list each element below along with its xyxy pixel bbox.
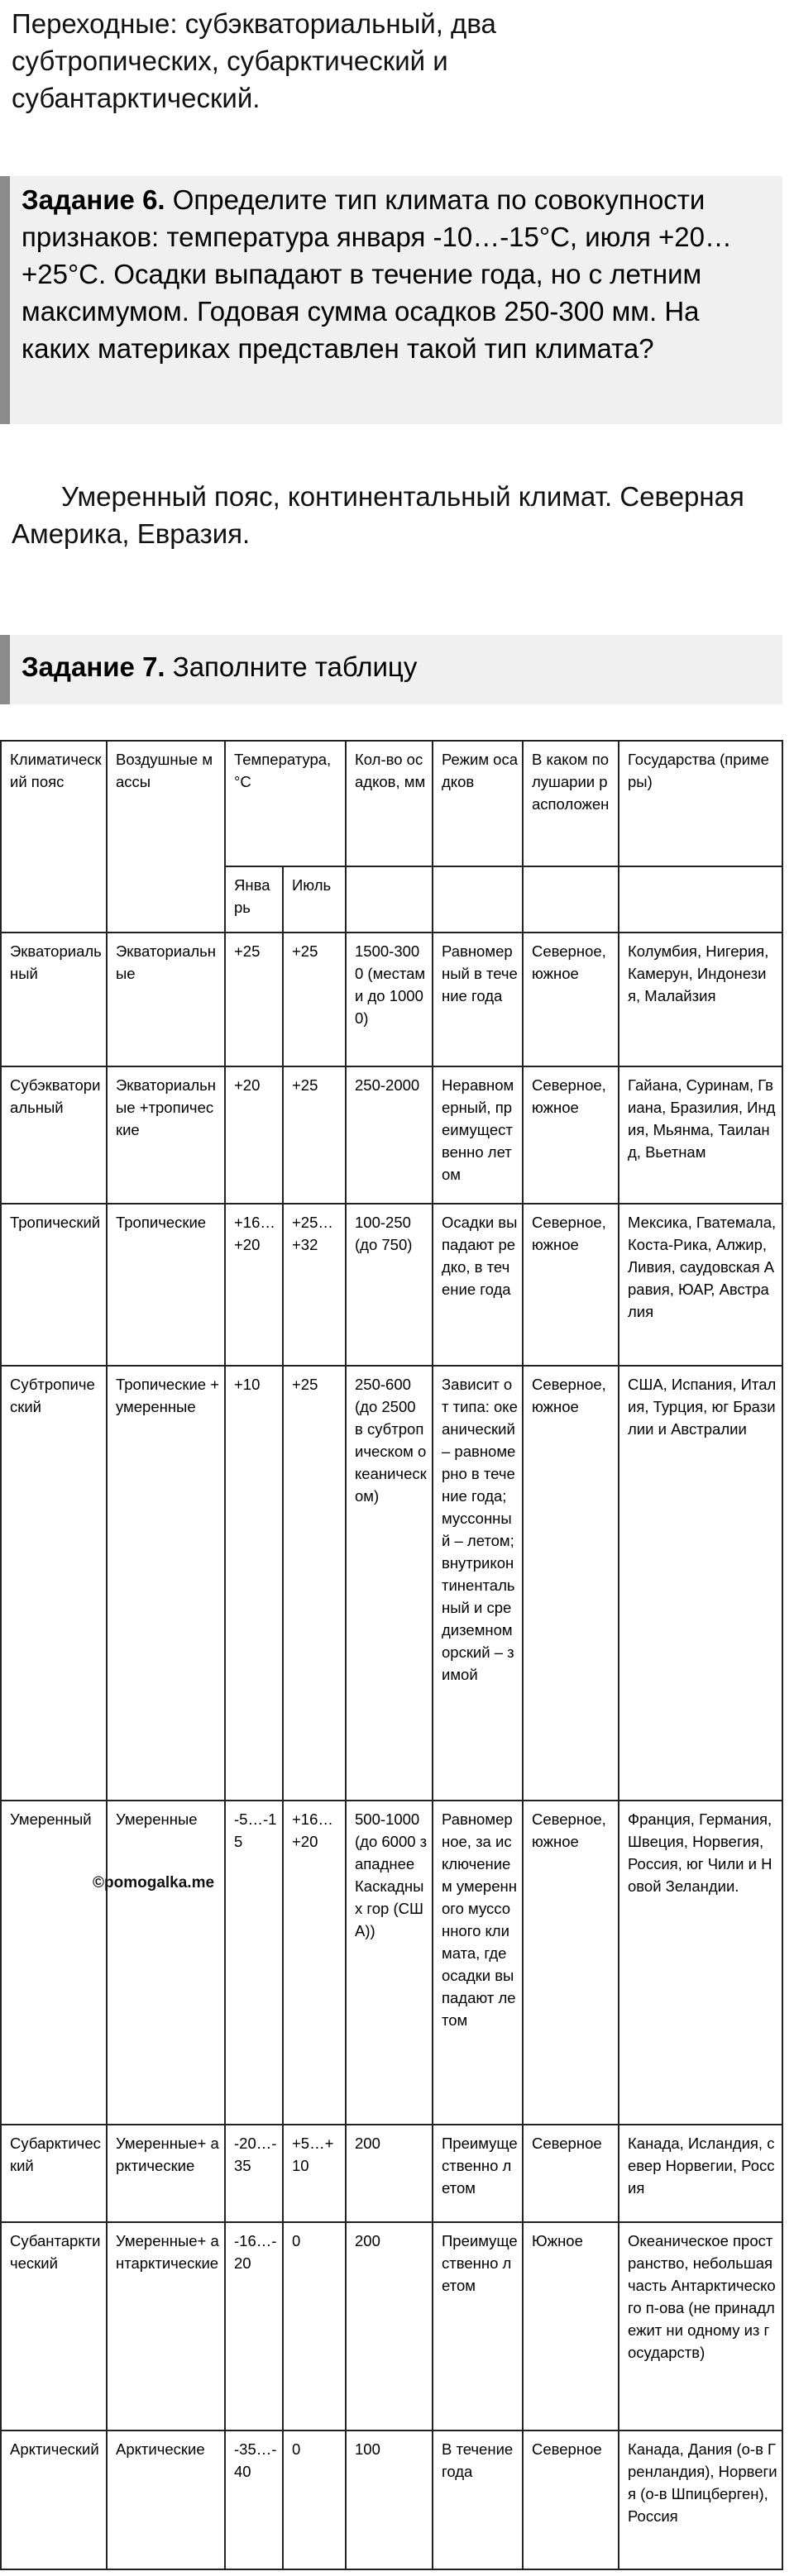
cell-countries: Канада, Дания (о-в Гренландия), Норвегия (о-в Шпицберген), Россия	[619, 2431, 782, 2569]
subheader-empty	[619, 866, 782, 933]
cell-hemisphere: Северное, южное	[523, 1366, 619, 1801]
header-july: Июль	[283, 866, 346, 933]
header-belt: Климатический пояс	[1, 741, 107, 933]
table-row	[1, 1204, 782, 1366]
cell-january: +20	[225, 1066, 283, 1204]
cell-hemisphere: Южное	[523, 2222, 619, 2431]
cell-january: -16…-20	[225, 2222, 283, 2431]
task-7-label: Задание 7.	[22, 651, 165, 682]
cell-precipitation: 250-600 (до 2500 в субтропическом океаническом)	[346, 1366, 433, 1801]
cell-july: +25	[283, 1366, 346, 1801]
cell-regime: Преимущественно летом	[433, 2222, 523, 2431]
cell-hemisphere: Северное	[523, 2431, 619, 2569]
header-january: Январь	[225, 866, 283, 933]
table-row	[1, 933, 782, 1066]
cell-july: 0	[283, 2431, 346, 2569]
cell-precipitation: 250-2000	[346, 1066, 433, 1204]
cell-belt: Умеренный	[1, 1801, 107, 2125]
cell-july: +25	[283, 1066, 346, 1204]
cell-belt: Арктический	[1, 2431, 107, 2569]
subheader-empty	[433, 866, 523, 933]
cell-hemisphere: Северное	[523, 2125, 619, 2222]
subheader-empty	[523, 866, 619, 933]
cell-january: +16…+20	[225, 1204, 283, 1366]
cell-precipitation: 100	[346, 2431, 433, 2569]
climate-table	[0, 740, 783, 2570]
cell-belt: Экваториальный	[1, 933, 107, 1066]
cell-masses: Арктические	[107, 2431, 225, 2569]
watermark-text: ©pomogalka.me	[93, 1874, 215, 1891]
task-7-box	[0, 635, 782, 704]
cell-january: -5…-15	[225, 1801, 283, 2125]
cell-regime: Равномерное, за исключением умеренного муссонного климата, где осадки выпадают летом	[433, 1801, 523, 2125]
cell-precipitation: 100-250 (до 750)	[346, 1204, 433, 1366]
cell-regime: В течение года	[433, 2431, 523, 2569]
cell-regime: Преимущественно летом	[433, 2125, 523, 2222]
cell-belt: Субантарктический	[1, 2222, 107, 2431]
table-row	[1, 2125, 782, 2222]
header-air-masses: Воздушные массы	[107, 741, 225, 933]
cell-precipitation: 200	[346, 2222, 433, 2431]
cell-hemisphere: Северное, южное	[523, 933, 619, 1066]
cell-countries: Колумбия, Нигерия, Камерун, Индонезия, Малайзия	[619, 933, 782, 1066]
cell-precipitation: 200	[346, 2125, 433, 2222]
cell-hemisphere: Северное, южное	[523, 1066, 619, 1204]
task-7-text: Заполните таблицу	[165, 651, 418, 682]
intro-paragraph: Переходные: субэкваториальный, два субтропических, субарктический и субантарктический.	[12, 8, 496, 113]
cell-belt: Субтропический	[1, 1366, 107, 1801]
cell-regime: Осадки выпадают редко, в течение года	[433, 1204, 523, 1366]
header-hemisphere: В каком полушарии расположен	[523, 741, 619, 866]
cell-july: +25	[283, 933, 346, 1066]
table-row	[1, 1801, 782, 2125]
header-regime: Режим осадков	[433, 741, 523, 866]
cell-countries: Канада, Исландия, север Норвегии, Россия	[619, 2125, 782, 2222]
cell-july: +25…+32	[283, 1204, 346, 1366]
task-6-text: Определите тип климата по совокупности признаков: температура января -10…-15°С, июля +20…+25°С. Осадки выпадают в течение года, но с летним максимумом. Годовая сумма осадков 250-300 мм. На каких материках представлен такой тип климата?	[22, 184, 732, 364]
cell-masses: Экваториальные	[107, 933, 225, 1066]
table-row	[1, 2431, 782, 2569]
header-precipitation: Кол-во осадков, мм	[346, 741, 433, 866]
cell-belt: Субарктический	[1, 2125, 107, 2222]
cell-countries: Мексика, Гватемала, Коста-Рика, Алжир, Ливия, саудовская Аравия, ЮАР, Австралия	[619, 1204, 782, 1366]
cell-january: +10	[225, 1366, 283, 1801]
task-6-box	[0, 176, 782, 424]
table-header-row	[1, 741, 782, 866]
cell-july: 0	[283, 2222, 346, 2431]
subheader-empty	[346, 866, 433, 933]
cell-countries: Океаническое пространство, небольшая часть Антарктического п-ова (не принадлежит ни одному из государств)	[619, 2222, 782, 2431]
cell-january: +25	[225, 933, 283, 1066]
cell-belt: Субэкваториальный	[1, 1066, 107, 1204]
task-6-answer: Умеренный пояс, континентальный климат. Северная Америка, Евразия.	[12, 481, 744, 549]
cell-belt: Тропический	[1, 1204, 107, 1366]
cell-january: -20…-35	[225, 2125, 283, 2222]
cell-july: +16…+20	[283, 1801, 346, 2125]
cell-precipitation: 1500-3000 (местами до 10000)	[346, 933, 433, 1066]
header-countries: Государства (примеры)	[619, 741, 782, 866]
cell-precipitation: 500-1000 (до 6000 западнее Каскадных гор (США))	[346, 1801, 433, 2125]
cell-regime: Зависит от типа: океанический – равномерно в течение года; муссонный – летом; внутриконтинентальный и средиземноморский – зимой	[433, 1366, 523, 1801]
table-row	[1, 1066, 782, 1204]
cell-masses: Экваториальные +тропические	[107, 1066, 225, 1204]
cell-countries: Гайана, Суринам, Гвиана, Бразилия, Индия, Мьянма, Таиланд, Вьетнам	[619, 1066, 782, 1204]
table-row	[1, 2222, 782, 2431]
cell-masses: Тропические + умеренные	[107, 1366, 225, 1801]
cell-hemisphere: Северное, южное	[523, 1204, 619, 1366]
cell-regime: Равномерный в течение года	[433, 933, 523, 1066]
cell-masses: Умеренные+ антарктические	[107, 2222, 225, 2431]
cell-countries: Франция, Германия, Швеция, Норвегия, Россия, юг Чили и Новой Зеландии.	[619, 1801, 782, 2125]
cell-july: +5…+10	[283, 2125, 346, 2222]
cell-hemisphere: Северное, южное	[523, 1801, 619, 2125]
cell-masses: Умеренные+ арктические	[107, 2125, 225, 2222]
table-row	[1, 1366, 782, 1801]
cell-january: -35…-40	[225, 2431, 283, 2569]
cell-masses: Умеренные	[107, 1801, 225, 2125]
cell-masses: Тропические	[107, 1204, 225, 1366]
cell-regime: Неравномерный, преимущественно летом	[433, 1066, 523, 1204]
task-6-label: Задание 6.	[22, 184, 165, 215]
cell-countries: США, Испания, Италия, Турция, юг Бразилии и Австралии	[619, 1366, 782, 1801]
header-temperature: Температура, °С	[225, 741, 346, 866]
